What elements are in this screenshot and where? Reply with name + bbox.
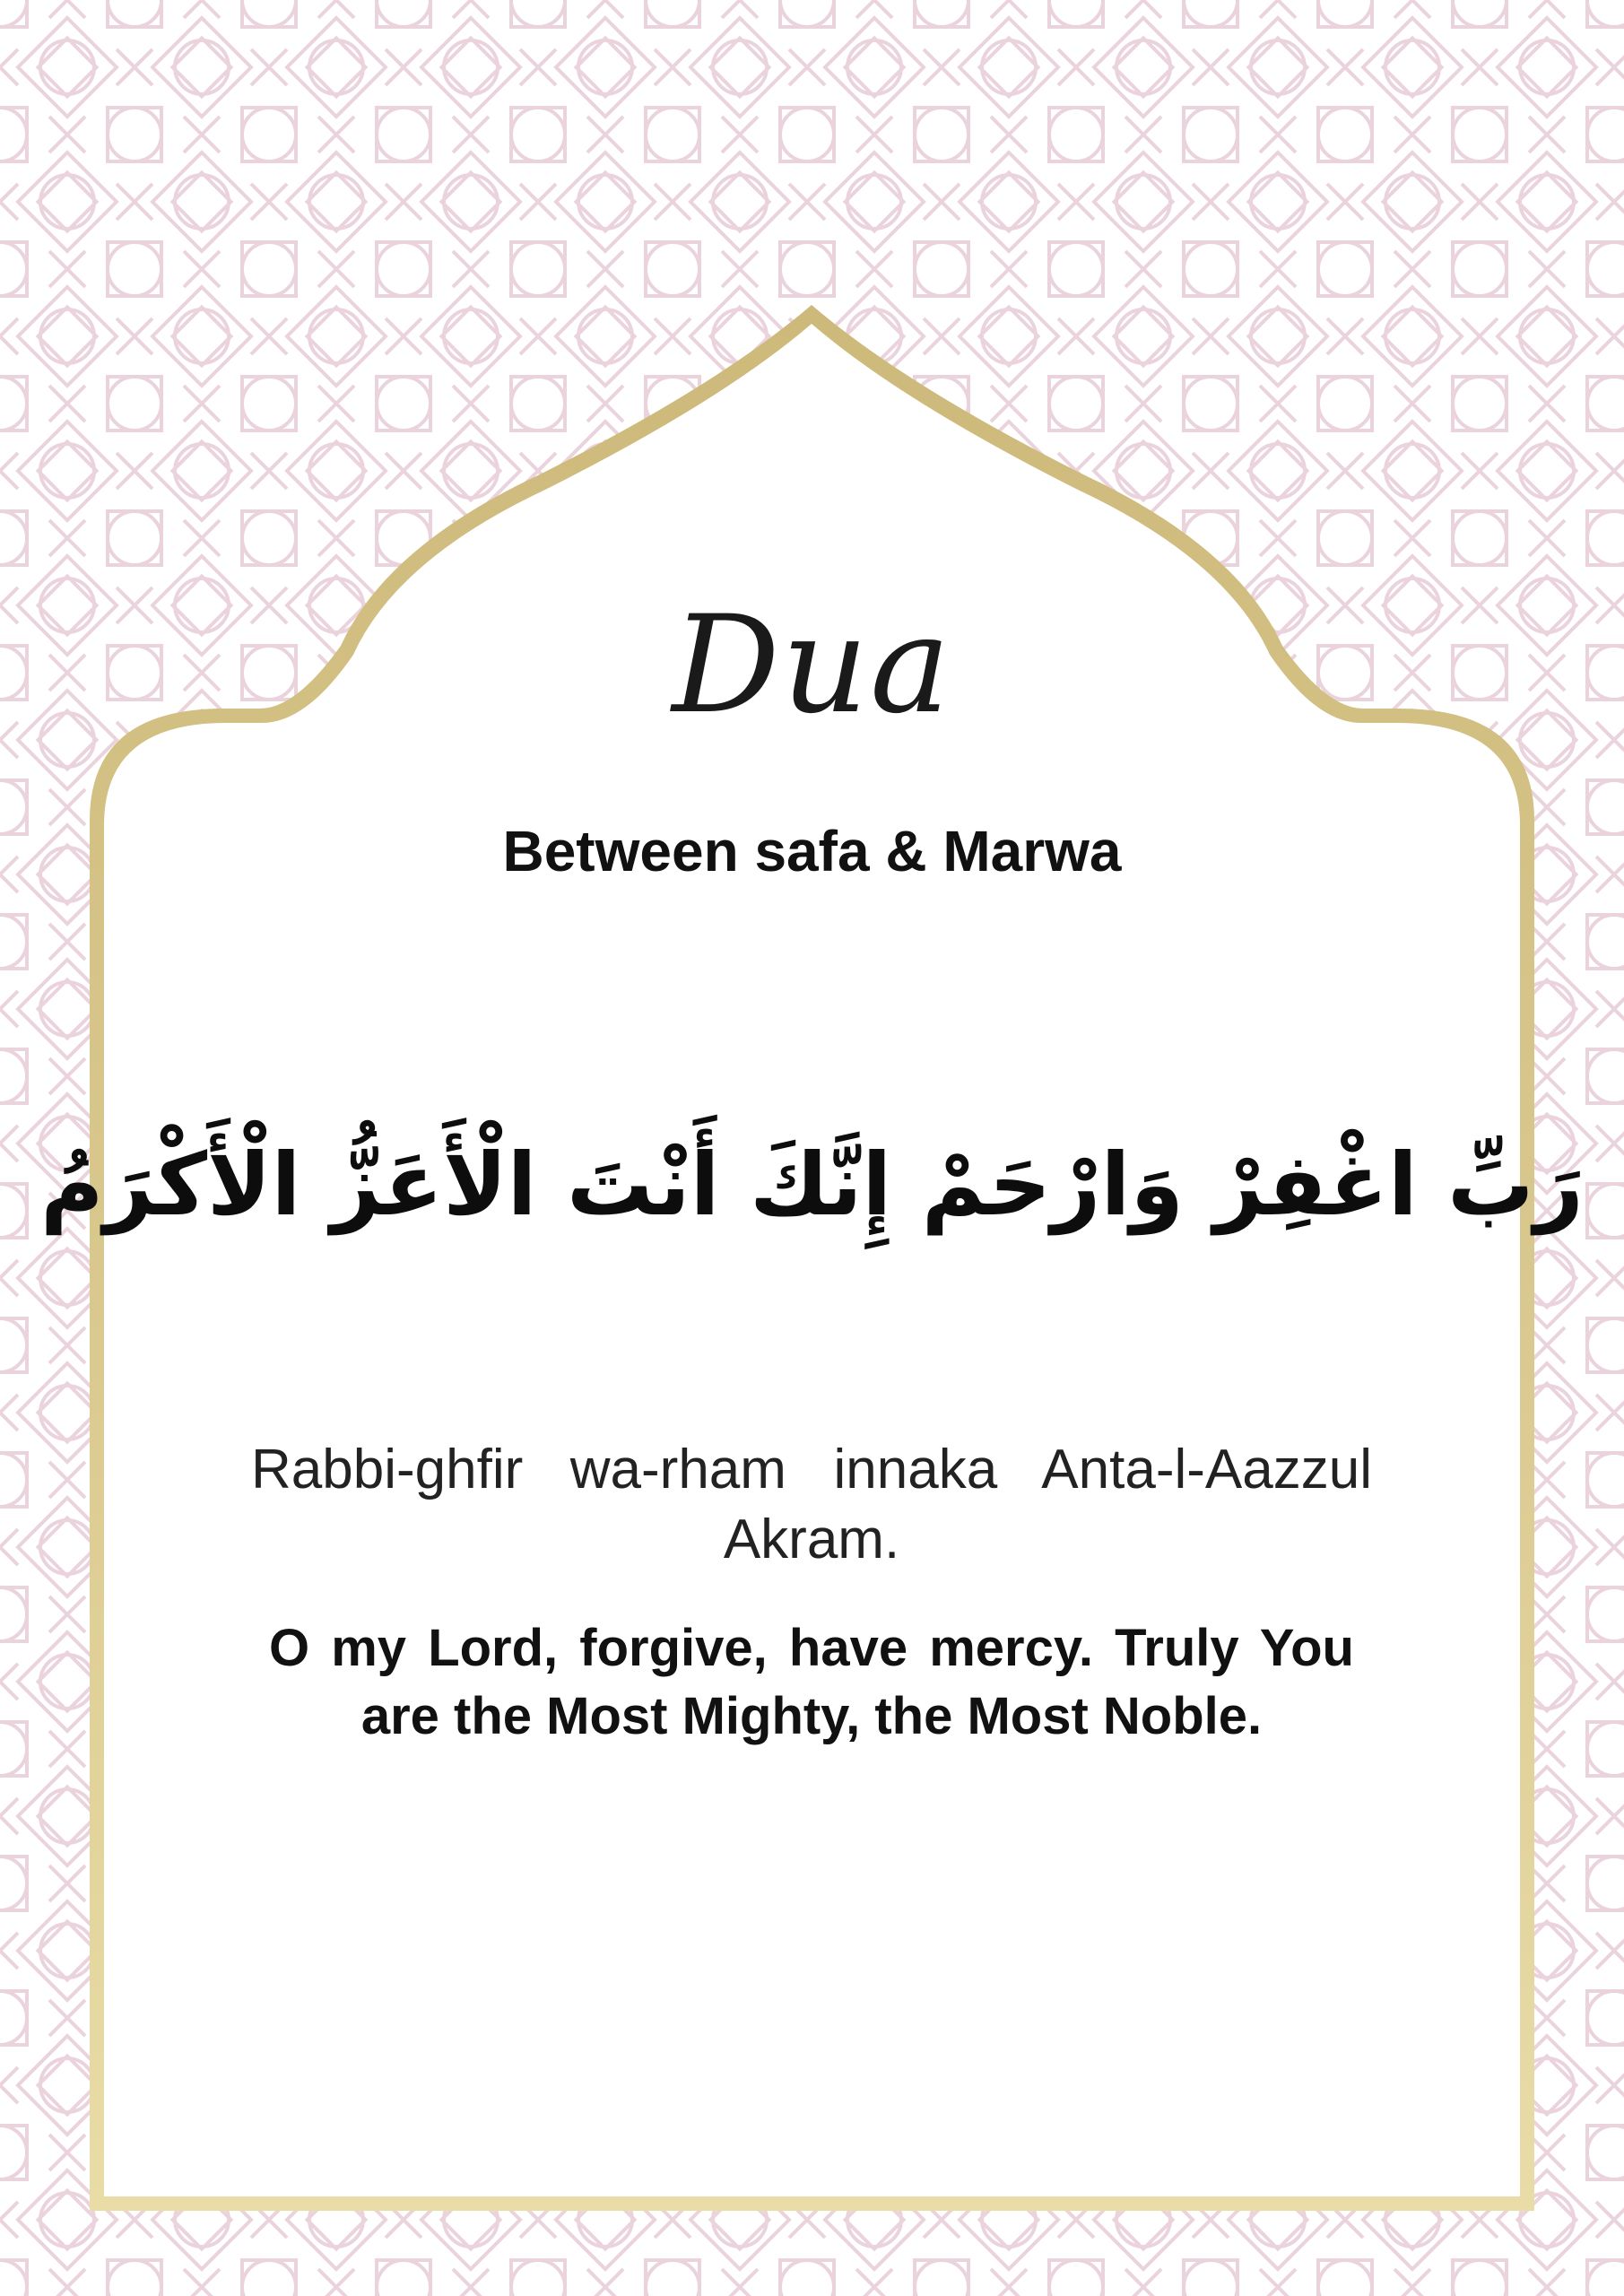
translation-line-1: O my Lord, forgive, have mercy. Truly You <box>269 1619 1354 1677</box>
transliteration-line-1: Rabbi-ghfir wa-rham innaka Anta-l-Aazzul <box>251 1439 1372 1500</box>
translation-line-2: are the Most Mighty, the Most Noble. <box>360 1687 1263 1745</box>
transliteration-line-2: Akram. <box>723 1509 900 1570</box>
script-title: Dua <box>672 587 952 744</box>
translation <box>269 1614 1354 1751</box>
arabic-dua: رَبِّ اغْفِرْ وَارْحَمْ إِنَّكَ أَنْتَ الْأَعَزُّ الْأَكْرَمُ <box>40 1135 1584 1235</box>
subtitle: Between safa & Marwa <box>502 819 1122 883</box>
transliteration <box>251 1435 1372 1575</box>
